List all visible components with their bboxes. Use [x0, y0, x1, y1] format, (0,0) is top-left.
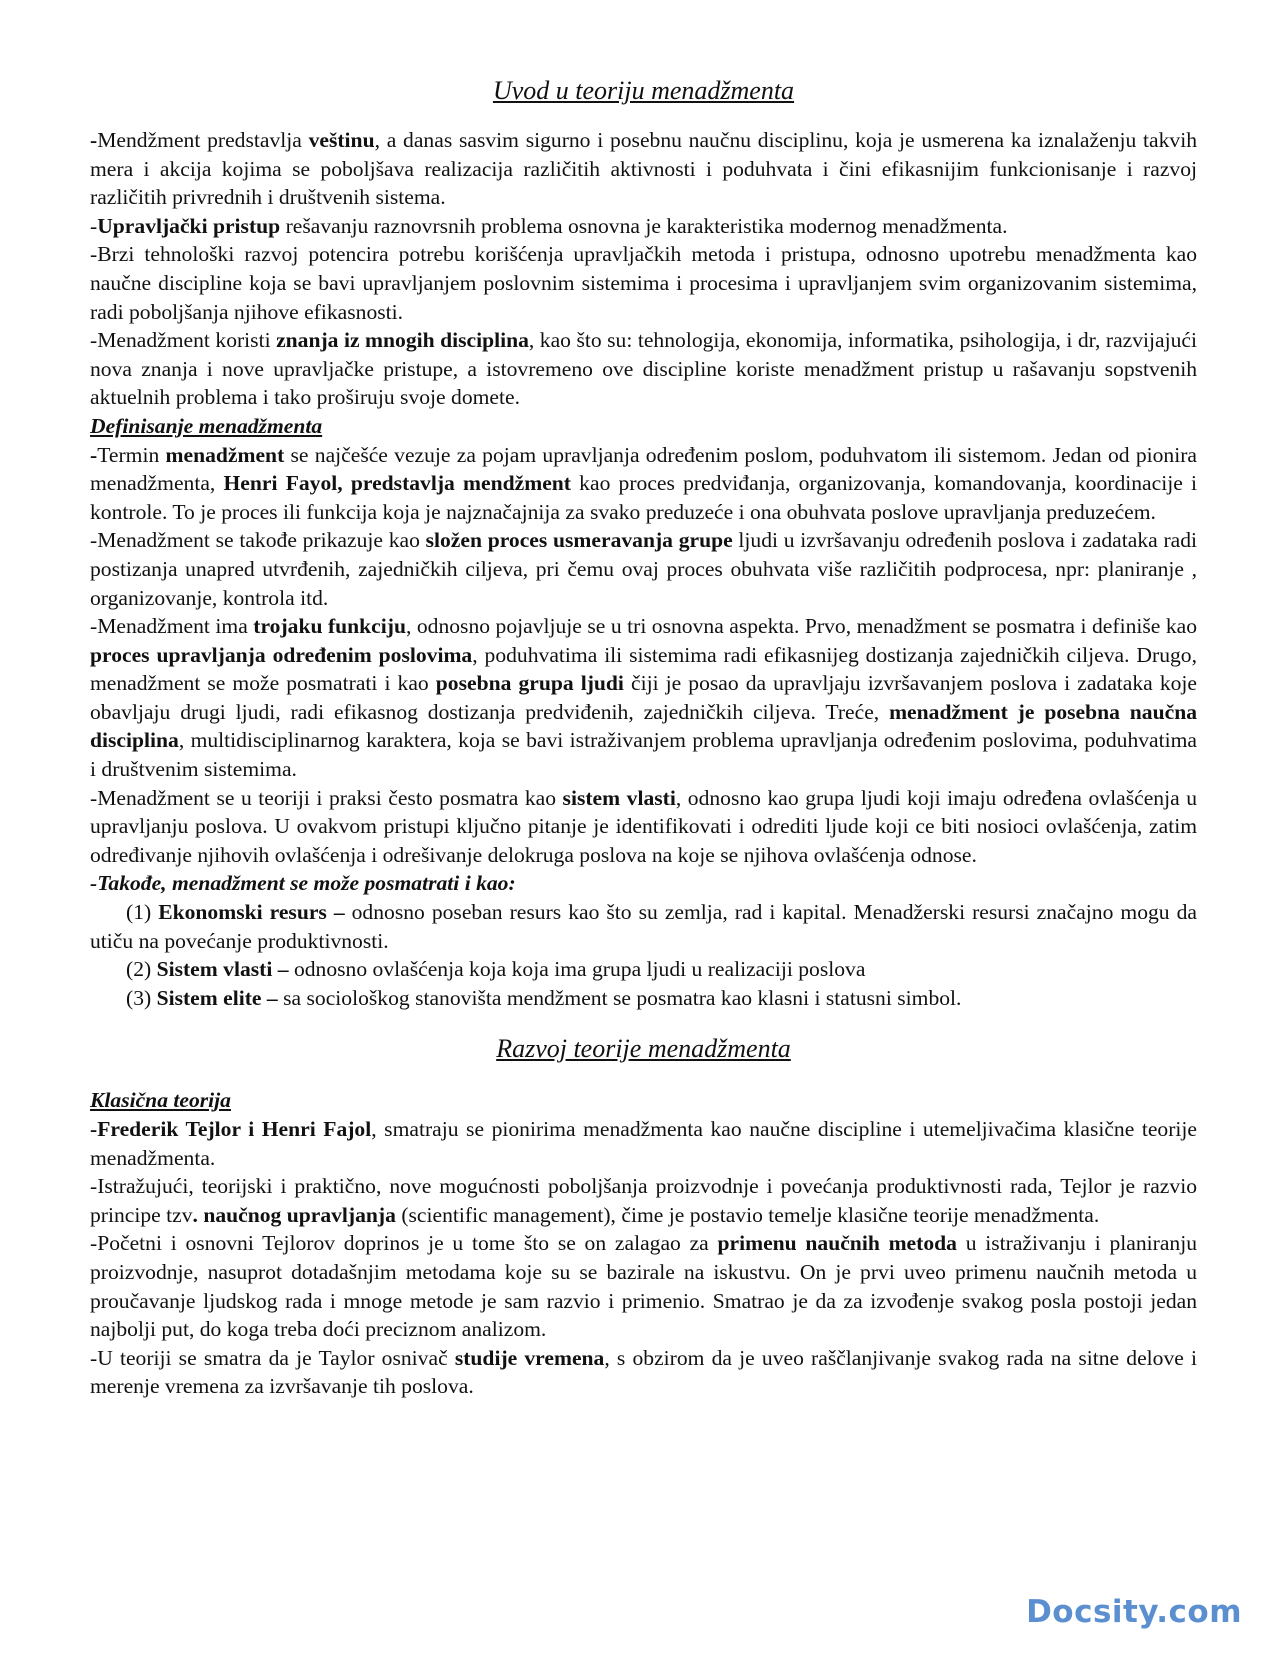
bold-text: Sistem vlasti – [156, 957, 289, 982]
bold-text: trojaku funkciju [253, 614, 406, 639]
text-run: sa sociološkog stanovišta mendžment se posmatra kao klasni i statusni simbol. [277, 985, 962, 1010]
text-run: -Istražujući, teorijski i praktično, nove mogućnosti poboljšanja proizvodnje i povećanja produktivnosti rada, Tejlor je razvio principe tzv [90, 1174, 1197, 1227]
bold-text: studije vremena [454, 1345, 605, 1370]
bold-text: sistem vlasti [562, 785, 676, 810]
document-page [90, 74, 1197, 1401]
bold-text: - [90, 442, 98, 467]
bold-text: - [90, 128, 98, 152]
text-run: , odnosno pojavljuje se u tri osnovna aspekta. Prvo, menadžment se posmatra i definiše kao [405, 614, 1198, 639]
paragraph-slozen-proces [90, 526, 1197, 612]
bold-text: proces upravljanja određenim poslovima [90, 642, 473, 667]
section-heading-definisanje: Definisanje menadžmenta [90, 413, 323, 438]
paragraph-takodje: -Takođe, menadžment se može posmatrati i kao: [90, 871, 516, 896]
bold-text: posebna grupa ljudi [435, 671, 624, 696]
text-run: (scientific management), čime je postavio temelje klasične teorije menadžmenta. [395, 1202, 1100, 1227]
text-run: -Brzi tehnološki razvoj potencira potrebu korišćenja upravljačkih metoda i pristupa, odnosno upotrebu menadžmenta kao naučne discipline koja se bavi upravljanjem poslovnim sistemima i procesima i upravljanjem svim organizovanim sistemima, radi poboljšanja njihove efikasnosti. [90, 242, 1197, 324]
text-run: -U teoriji se smatra da je Taylor osnivač [90, 1345, 455, 1370]
text-run: , s obzirom da je uveo raščlanjivanje svakog rada na sitne delove i merenje vremena za izvršavanje tih poslova. [90, 1345, 1197, 1399]
bold-text: Upravljački pristup [97, 213, 281, 238]
text-run: ljudi u izvršavanju određenih poslova i zadataka radi postizanja unapred utvrđenih, zajedničkih ciljeva, pri čemu ovaj proces obuhvata više različitih podprocesa, npr: planiranje , organizovanje, kontrola itd. [90, 528, 1198, 610]
text-run: -Menadžment se u teoriji i praksi često posmatra kao [90, 785, 563, 810]
paragraph-studije-vremena [90, 1344, 1197, 1401]
text-run: -Početni i osnovni Tejlorov doprinos je u tome što se on zalagao za [90, 1231, 718, 1256]
text-run: - [90, 213, 98, 238]
bold-text: Sistem elite – [156, 985, 278, 1010]
paragraph-tejlorov-doprinos [90, 1229, 1197, 1343]
list-item [90, 984, 1197, 1013]
bold-text: Henri Fayol, predstavlja mendžment [223, 471, 571, 496]
text-run: čiji je posao da upravljaju izvršavanjem poslova i zadataka koje obavljaju drugi ljudi, radi efikasnog dostizanja predviđenih, zajedničkih ciljeva. Treće, [90, 671, 1197, 724]
paragraph-znanja [90, 326, 1197, 412]
text-run: rešavanju raznovrsnih problema osnovna je karakteristika modernog menadžmenta. [280, 213, 1008, 238]
text-run: (3) [126, 985, 157, 1010]
bold-text: veštinu [308, 128, 375, 152]
text-run: odnosno ovlašćenja koja koja ima grupa ljudi u realizaciji poslova [288, 957, 866, 982]
list-item [90, 898, 1197, 955]
paragraph-upravljacki-pristup [90, 212, 1197, 241]
text-run: Mendžment predstavlja [97, 128, 309, 152]
paragraph-sistem-vlasti [90, 784, 1197, 870]
text-run: , kao što su: tehnologija, ekonomija, informatika, psihologija, i dr, razvijajući nova znanja i nove upravljačke pristupe, a istovremeno ove discipline koriste menadžment pristup u rašavanju sopstvenih aktuelnih problema i tako proširuju svoje domete. [90, 328, 1197, 410]
list-item [90, 955, 1197, 984]
bold-text: -Frederik Tejlor i Henri Fajol [90, 1117, 372, 1141]
text-run: se najčešće vezuje za pojam upravljanja određenim poslom, poduhvatom ili sistemom. Jedan od pionira menadžmenta, [90, 442, 1197, 496]
bold-text: znanja iz mnogih disciplina [276, 328, 529, 353]
text-run: -Menadžment koristi [90, 328, 277, 353]
paragraph-pioniri [90, 1115, 1197, 1172]
bold-text: primenu naučnih metoda [717, 1231, 957, 1256]
text-run: , multidisciplinarnog karaktera, koja se bavi istraživanjem problema upravljanja određenim poslovima, poduhvatima i društvenim sistemima. [90, 728, 1197, 782]
section-title-razvoj: Razvoj teorije menadžmenta [496, 1034, 791, 1064]
text-run: , odnosno kao grupa ljudi koji imaju određena ovlašćenja u upravljanju poslova. U ovakvom pristupi ključno pitanje je identifikovati i odrediti ljude koji ce biti nosioci ovlašćenja, zatim određivanje njihovih ovlašćenja i odrešivanje delokruga poslova na koje se njihova ovlašćenja odnose. [90, 785, 1197, 867]
bold-text: Ekonomski resurs – [158, 900, 345, 925]
bold-text: menadžment je posebna naučna disciplina [90, 699, 1197, 753]
text-run: , a danas sasvim sigurno i posebnu naučnu disciplinu, koja je usmerena ka iznalaženju takvih mera i akcija kojima se poboljšava realizacija različitih aktivnosti i poduhvata i čini efikasnijim funkcionisanje i razvoj različitih privrednih i društvenih sistema. [90, 128, 1197, 210]
text-run: -Menadžment se takođe prikazuje kao [90, 528, 426, 553]
text-run: , smatraju se pionirima menadžmenta kao naučne discipline i utemeljivačima klasične teorije menadžmenta. [90, 1117, 1198, 1170]
text-run: odnosno poseban resurs kao što su zemlja, rad i kapital. Menadžerski resursi značajno mogu da utiču na povećanje produktivnosti. [90, 900, 1197, 953]
text-run: (1) [126, 900, 159, 925]
paragraph-termin [90, 441, 1197, 527]
bold-text: složen proces usmeravanja grupe [425, 528, 733, 553]
bold-text: . naučnog upravljanja [192, 1202, 396, 1227]
text-run: kao proces predviđanja, organizovanja, komandovanja, koordinacije i kontrole. To je proces ili funkcija koja je najznačajnija za svako preduzeće i ona obuhvata poslove upravljanja preduzećem. [90, 471, 1197, 524]
text-run: (2) [126, 957, 157, 982]
docsity-watermark: Docsity.com [1026, 1594, 1242, 1630]
paragraph-naucno-upravljanje [90, 1172, 1197, 1229]
page-title: Uvod u teoriju menadžmenta [492, 76, 795, 105]
section-heading-klasicna: Klasična teorija [90, 1088, 231, 1113]
text-run: Termin [97, 442, 166, 467]
paragraph-tehnoloski-razvoj [90, 240, 1197, 326]
text-run: -Menadžment ima [90, 614, 254, 639]
paragraph-trojaka-funkcija [90, 612, 1197, 784]
text-run: u istraživanju i planiranju proizvodnje, nasuprot dotadašnjim metodama koje su se bazirale na iskustvu. On je prvi uveo primenu naučnih metoda u proučavanje ljudskog rada i mnoge metode je sam razvio i primenio. Smatrao je da za izvođenje svakog posla postoji jedan najbolji put, do koga treba doći preciznom analizom. [90, 1231, 1198, 1342]
bold-text: menadžment [165, 442, 285, 467]
paragraph-intro [90, 126, 1197, 212]
text-run: , poduhvatima ili sistemima radi efikasnijeg dostizanja zajedničkih ciljeva. Drugo, menadžment se može posmatrati i kao [90, 642, 1197, 696]
